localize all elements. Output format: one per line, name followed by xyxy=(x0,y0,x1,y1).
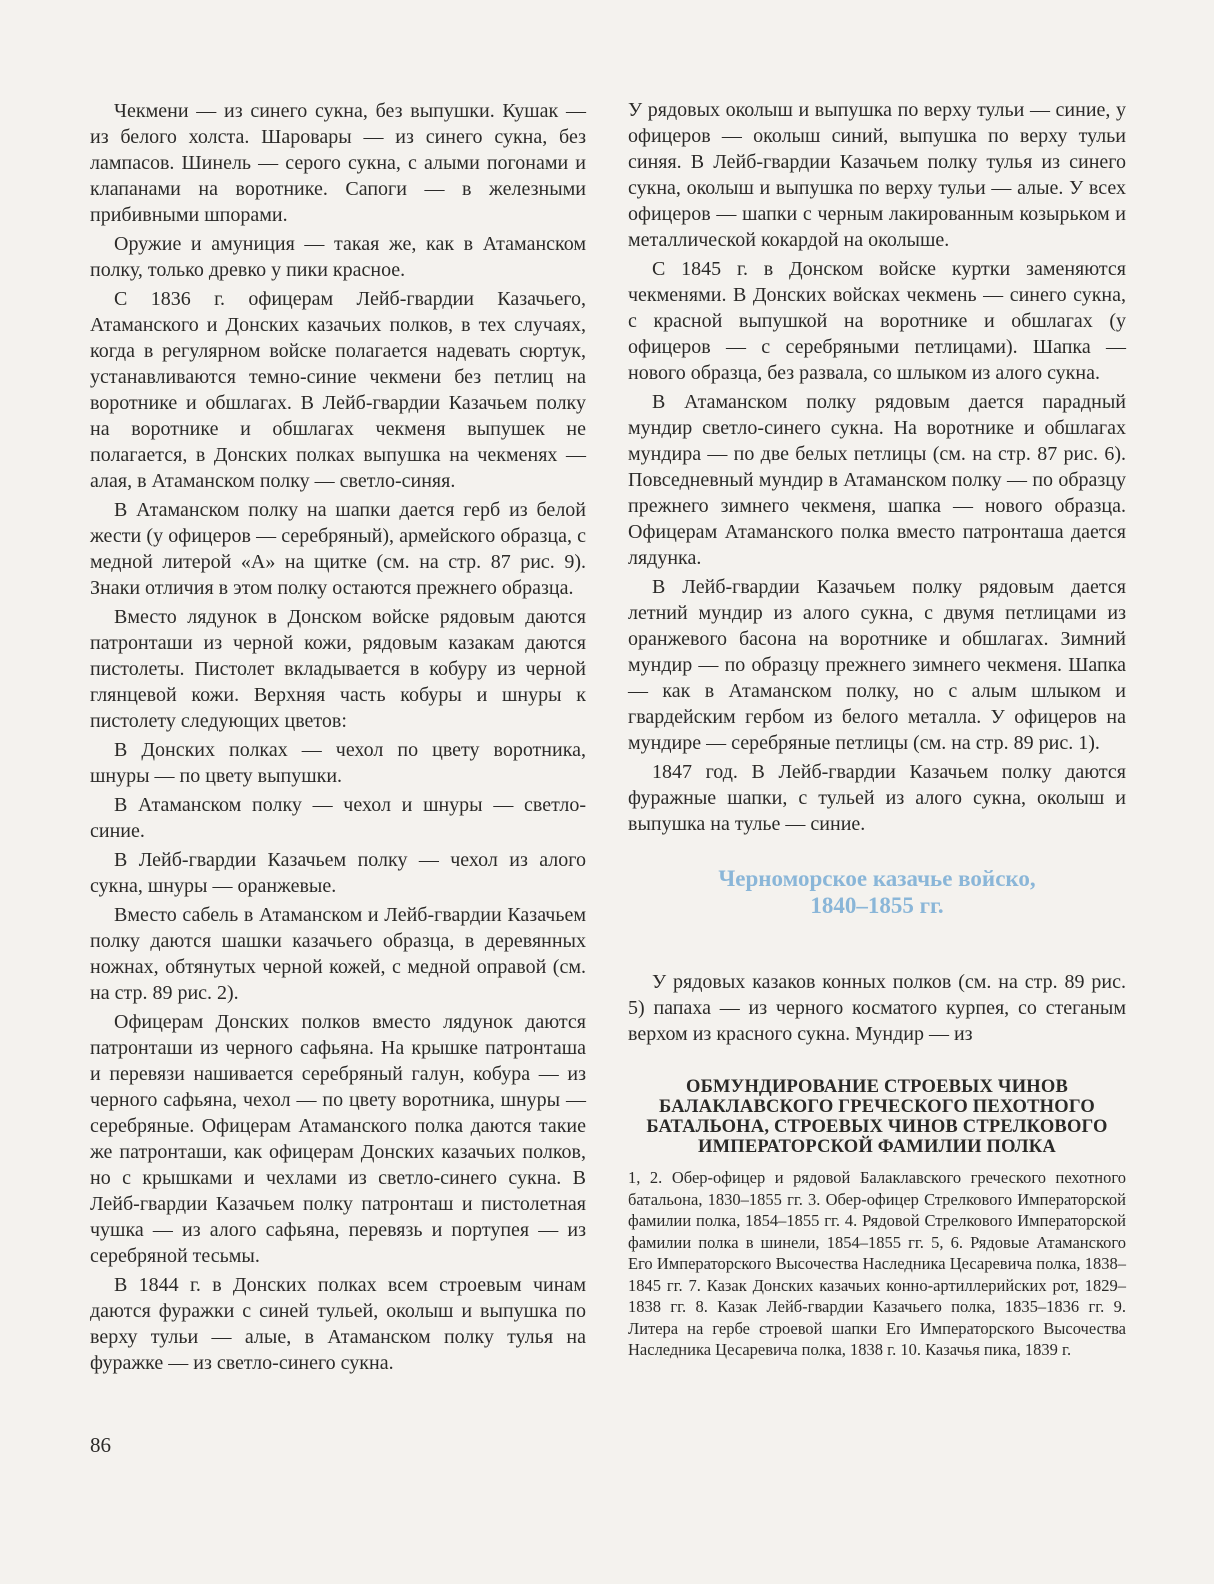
caption-title-line: ОБМУНДИРОВАНИЕ СТРОЕВЫХ ЧИНОВ xyxy=(685,1077,1069,1097)
left-column xyxy=(90,98,586,1379)
caption-text: 1, 2. Обер-офицер и рядовой Балаклавского греческого пехотного батальона, 1830–1855 гг. 3. Обер-офицер Стрелкового Императорской фамилии полка, 1854–1855 гг. 4. Рядовой Стрелкового Императорской фамилии полка в шинели, 1854–1855 гг. 5, 6. Рядовые Атаманского Его Императорского Высочества Наследника Цесаревича полка, 1838–1845 гг. 7. Казак Донских казачьих конно-артиллерийских рот, 1829–1838 гг. 8. Казак Лейб-гвардии Казачьего полка, 1835–1836 гг. 9. Литера на гербе строевой шапки Его Императорского Высочества Наследника Цесаревича полка, 1838 г. 10. Казачья пика, 1839 г. xyxy=(628,1168,1126,1359)
paragraph: 1847 год. В Лейб-гвардии Казачьем полку даются фуражные шапки, с тульей из алого сукна, околыш и выпушка на тулье — синие. xyxy=(628,761,1126,835)
caption-title-line: БАЛАКЛАВСКОГО ГРЕЧЕСКОГО ПЕХОТНОГО xyxy=(659,1097,1095,1117)
paragraph: В Атаманском полку — чехол и шнуры — светло-синие. xyxy=(90,794,586,842)
caption-title-line: ИМПЕРАТОРСКОЙ ФАМИЛИИ ПОЛКА xyxy=(698,1137,1056,1157)
paragraph: У рядовых околыш и выпушка по верху тульи — синие, у офицеров — околыш синий, выпушка по верху тульи синяя. В Лейб-гвардии Казачьем полку тулья из синего сукна, околыш и выпушка по верху тульи — алые. У всех офицеров — шапки с черным лакированным козырьком и металлической кокардой на околыше. xyxy=(628,99,1126,251)
paragraph: В Лейб-гвардии Казачьем полку рядовым дается летний мундир из алого сукна, с двумя петлицами из оранжевого басона на воротнике и обшлагах. Зимний мундир — по образцу прежнего зимнего чекменя. Шапка — как в Атаманском полку, но с алым шлыком и гвардейским гербом из белого металла. У офицеров на мундире — серебряные петлицы (см. на стр. 89 рис. 1). xyxy=(628,576,1126,754)
paragraph: В 1844 г. в Донских полках всем строевым чинам даются фуражки с синей тульей, околыш и выпушка по верху тульи — алые, в Атаманском полку тулья на фуражке — из светло-синего сукна. xyxy=(90,1274,586,1374)
caption-title xyxy=(628,1077,1126,1157)
paragraph: В Атаманском полку рядовым дается парадный мундир светло-синего сукна. На воротнике и обшлагах мундира — по две белых петлицы (см. на стр. 87 рис. 6). Повседневный мундир в Атаманском полку — по образцу прежнего зимнего чекменя, шапка — нового образца. Офицерам Атаманского полка вместо патронташа дается лядунка. xyxy=(628,391,1126,569)
paragraph: Оружие и амуниция — такая же, как в Атаманском полку, только древко у пики красное. xyxy=(90,233,586,281)
page-number: 86 xyxy=(90,1433,111,1457)
paragraph: Вместо лядунок в Донском войске рядовым даются патронташи из черной кожи, рядовым казакам даются пистолеты. Пистолет вкладывается в кобуру из черной глянцевой кожи. Верхняя часть кобуры и шнуры к пистолету следующих цветов: xyxy=(90,606,586,732)
caption-title-line: БАТАЛЬОНА, СТРОЕВЫХ ЧИНОВ СТРЕЛКОВОГО xyxy=(646,1117,1108,1137)
paragraph: Чекмени — из синего сукна, без выпушки. Кушак — из белого холста. Шаровары — из синего сукна, без лампасов. Шинель — серого сукна, с алыми погонами и клапанами на воротнике. Сапоги — в железными прибивными шпорами. xyxy=(90,100,586,226)
paragraph: С 1836 г. офицерам Лейб-гвардии Казачьего, Атаманского и Донских казачьих полков, в тех случаях, когда в регулярном войске полагается надевать сюртук, устанавливаются темно-синие чекмени без петлиц на воротнике и обшлагах. В Лейб-гвардии Казачьем полку на воротнике и обшлагах чекменя выпушек не полагается, в Донских полках выпушка на чекменях — алая, в Атаманском полку — светло-синяя. xyxy=(90,288,586,492)
paragraph: Офицерам Донских полков вместо лядунок даются патронташи из черного сафьяна. На крышке патронташа и перевязи нашивается серебряный галун, кобура — из черного сафьяна, чехол — по цвету воротника, шнуры — серебряные. Офицерам Атаманского полка даются такие же патронташи, как офицерам Донских казачьих полков, но с крышками и чехлами из светло-синего сукна. В Лейб-гвардии Казачьем полку патронташ и пистолетная чушка — из алого сафьяна, перевязь и портупея — из серебряной тесьмы. xyxy=(90,1011,586,1267)
right-column xyxy=(628,97,1126,1361)
section-title-line: Черноморское казачье войско, xyxy=(718,866,1036,891)
paragraph: У рядовых казаков конных полков (см. на стр. 89 рис. 5) папаха — из черного косматого курпея, со стеганым верхом из красного сукна. Мундир — из xyxy=(628,971,1126,1045)
paragraph: В Донских полках — чехол по цвету воротника, шнуры — по цвету выпушки. xyxy=(90,739,586,787)
paragraph: В Атаманском полку на шапки дается герб из белой жести (у офицеров — серебряный), армейского образца, с медной литерой «А» на щитке (см. на стр. 87 рис. 9). Знаки отличия в этом полку остаются прежнего образца. xyxy=(90,499,586,599)
paragraph: С 1845 г. в Донском войске куртки заменяются чекменями. В Донских войсках чекмень — синего сукна, с красной выпушкой на воротнике и обшлагах (у офицеров — с серебряными петлицами). Шапка — нового образца, без развала, со шлыком из алого сукна. xyxy=(628,258,1126,384)
section-title xyxy=(628,865,1126,919)
illustration-caption xyxy=(628,1077,1126,1361)
section-title-line: 1840–1855 гг. xyxy=(810,893,944,918)
paragraph: В Лейб-гвардии Казачьем полку — чехол из алого сукна, шнуры — оранжевые. xyxy=(90,849,586,897)
paragraph: Вместо сабель в Атаманском и Лейб-гвардии Казачьем полку даются шашки казачьего образца, в деревянных ножнах, обтянутых черной кожей, с медной оправой (см. на стр. 89 рис. 2). xyxy=(90,904,586,1004)
